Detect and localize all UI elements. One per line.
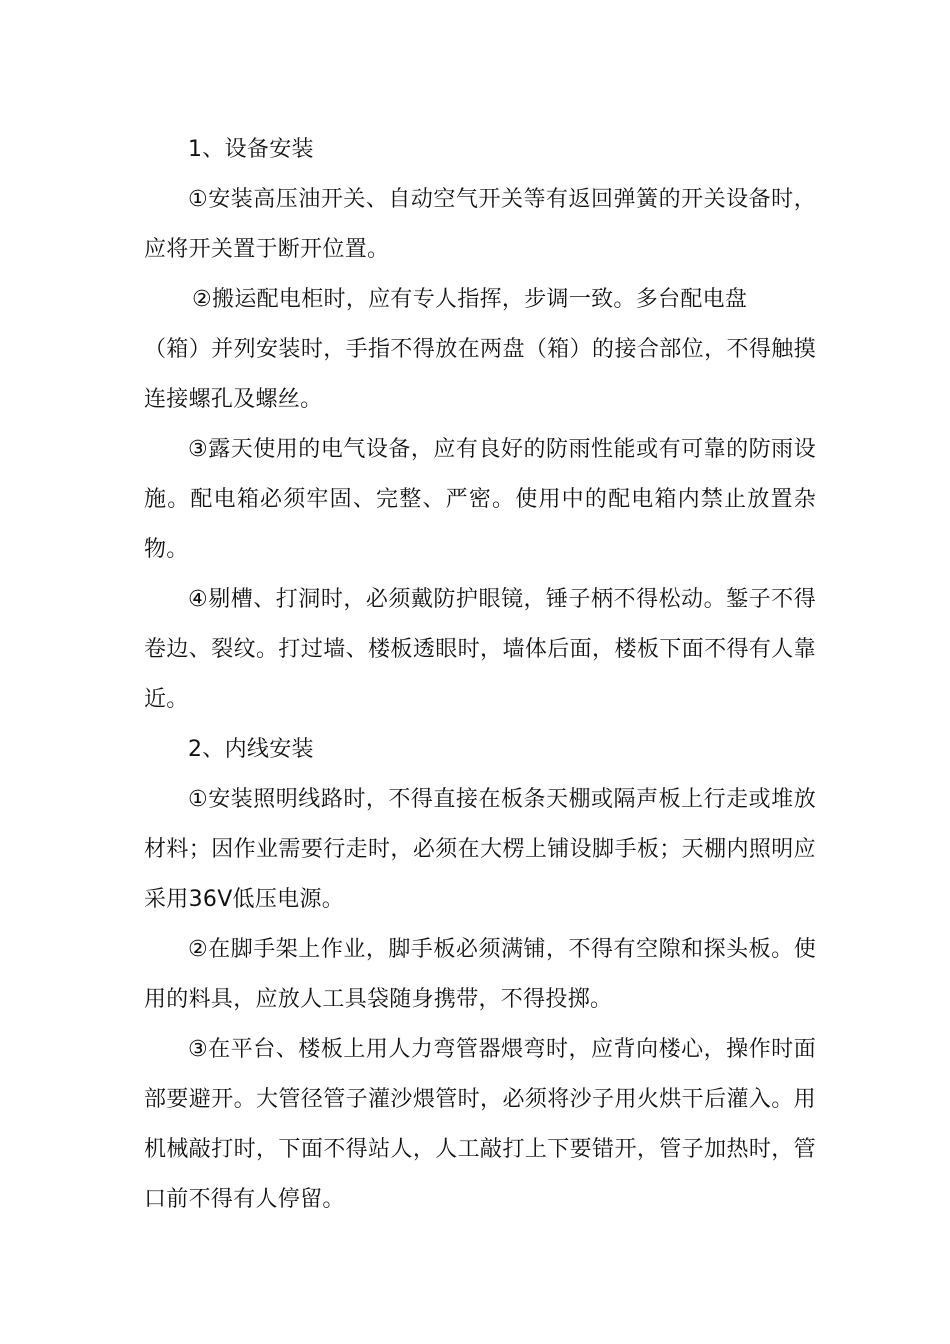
paragraph-wiring-1: ①安装照明线路时，不得直接在板条天棚或隔声板上行走或堆放材料；因作业需要行走时，必须在大楞上铺设脚手板；天棚内照明应采用36V低压电源。: [144, 787, 816, 912]
section-heading-equipment: 1、设备安装: [188, 137, 314, 162]
document-body: [144, 125, 816, 1225]
paragraph-wiring-2: ②在脚手架上作业，脚手板必须满铺，不得有空隙和探头板。使用的料具，应放人工具袋随身携带，不得投掷。: [144, 937, 816, 1012]
paragraph-wiring-3: ③在平台、楼板上用人力弯管器煨弯时，应背向楼心，操作时面部要避开。大管径管子灌沙煨管时，必须将沙子用火烘干后灌入。用机械敲打时，下面不得站人，人工敲打上下要错开，管子加热时，管口前不得有人停留。: [144, 1037, 816, 1212]
paragraph-equipment-2b: （箱）并列安装时，手指不得放在两盘（箱）的接合部位，不得触摸连接螺孔及螺丝。: [144, 337, 816, 412]
paragraph-equipment-3: ③露天使用的电气设备，应有良好的防雨性能或有可靠的防雨设施。配电箱必须牢固、完整、严密。使用中的配电箱内禁止放置杂物。: [144, 437, 816, 562]
paragraph-equipment-4: ④剔槽、打洞时，必须戴防护眼镜，锤子柄不得松动。錾子不得卷边、裂纹。打过墙、楼板透眼时，墙体后面，楼板下面不得有人靠近。: [144, 587, 816, 712]
section-heading-wiring: 2、内线安装: [188, 737, 314, 762]
paragraph-equipment-2a: ②搬运配电柜时，应有专人指挥，步调一致。多台配电盘: [192, 287, 748, 312]
paragraph-equipment-1: ①安装高压油开关、自动空气开关等有返回弹簧的开关设备时，应将开关置于断开位置。: [144, 187, 816, 262]
